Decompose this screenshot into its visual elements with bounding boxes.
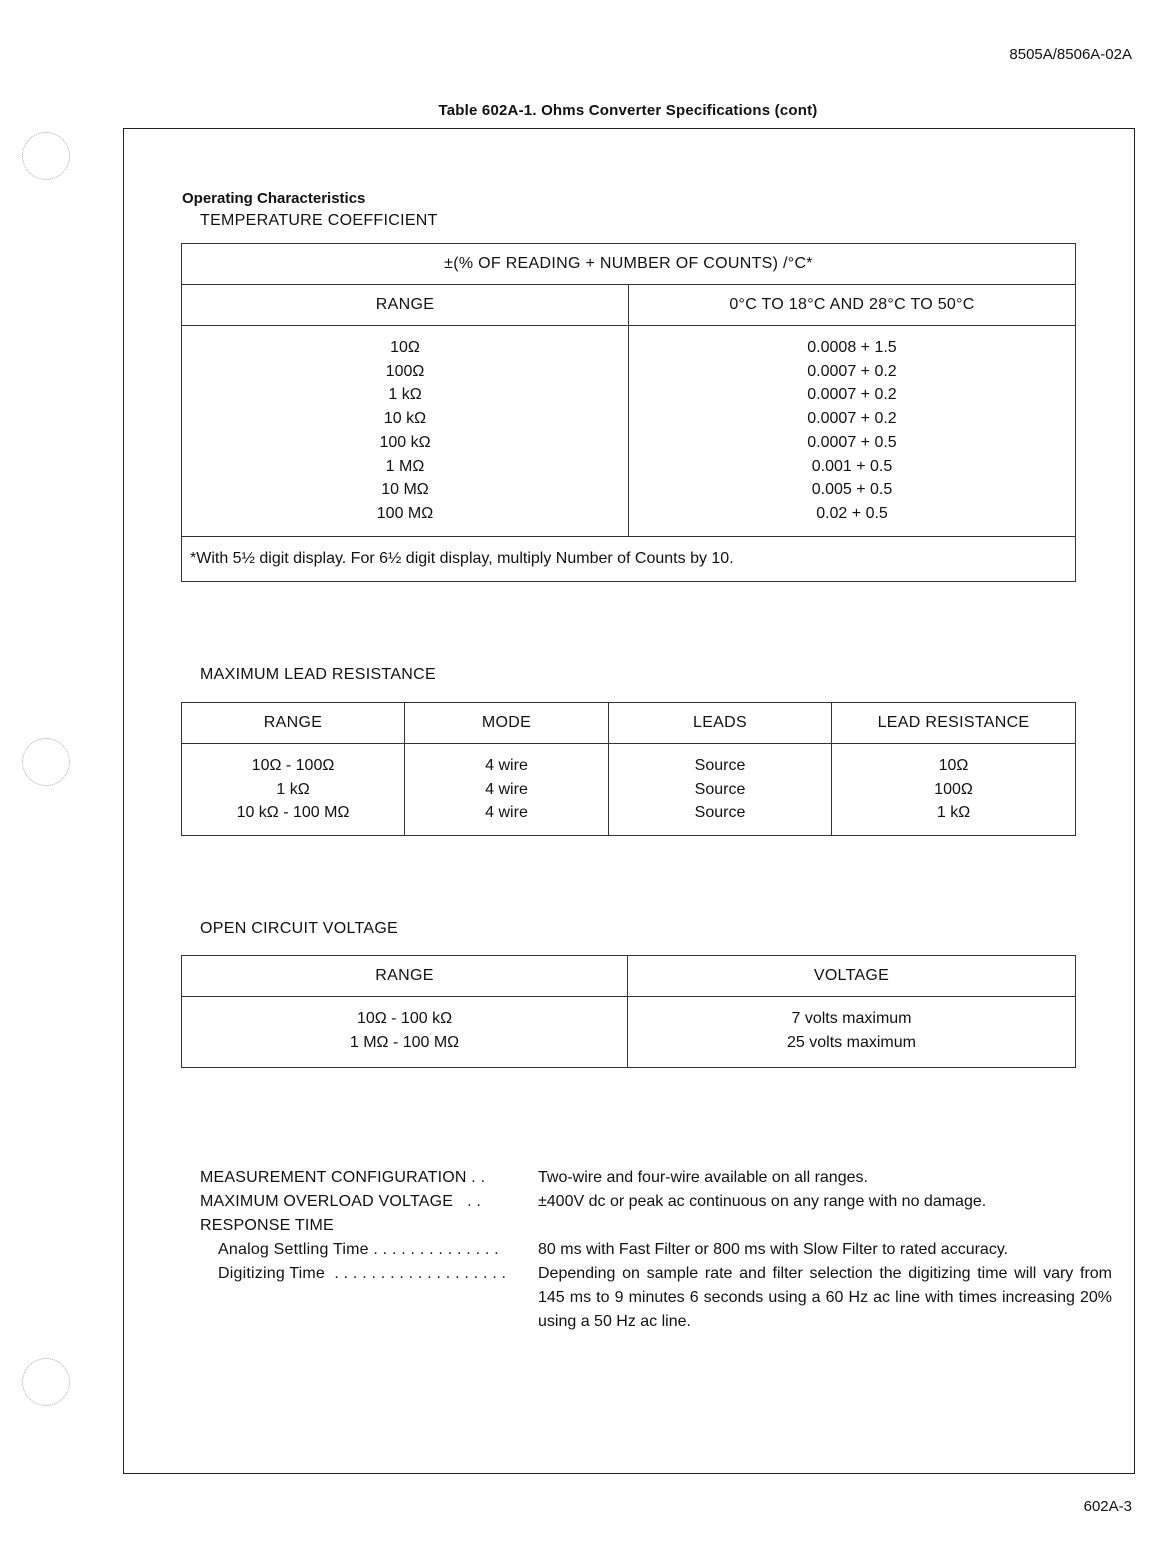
column-header-range: RANGE xyxy=(182,703,405,744)
range-cell: 10 MΩ xyxy=(381,481,429,499)
lead-resistance-column xyxy=(832,744,1076,836)
spec-value: 80 ms with Fast Filter or 800 ms with Slow Filter to rated accuracy. xyxy=(538,1241,1009,1258)
column-header-lead-resistance: LEAD RESISTANCE xyxy=(832,703,1076,744)
spec-label: Analog Settling Time . . . . . . . . . . . . . . xyxy=(218,1241,499,1258)
range-cell: 1 MΩ xyxy=(385,457,425,475)
open-circuit-voltage-table xyxy=(181,955,1076,1068)
voltage-column xyxy=(628,997,1076,1068)
coefficient-cell: 0.02 + 0.5 xyxy=(816,504,888,522)
column-header-mode: MODE xyxy=(405,703,609,744)
voltage-cell: 25 volts maximum xyxy=(787,1033,916,1051)
lead-resistance-cell: 10Ω xyxy=(938,757,969,774)
range-cell: 10 kΩ - 100 MΩ xyxy=(236,804,350,822)
max-lead-resistance-table xyxy=(181,702,1076,836)
spec-label: MEASUREMENT CONFIGURATION . . xyxy=(200,1169,486,1186)
spec-value: Depending on sample rate and filter selection the digitizing time will vary from 145 ms to 9 minutes 6 seconds using a 60 Hz ac line with times increasing 20% using a 50 Hz ac line. xyxy=(538,1265,1112,1330)
range-cell: 100Ω xyxy=(385,362,425,380)
leads-cell: Source xyxy=(694,757,746,774)
leads-cell: Source xyxy=(694,804,746,822)
spec-value: ±400V dc or peak ac continuous on any range with no damage. xyxy=(538,1193,987,1210)
page-number: 602A-3 xyxy=(1083,1498,1132,1515)
range-cell: 10Ω - 100 kΩ xyxy=(356,1010,453,1027)
punch-hole-top xyxy=(22,132,70,180)
punch-hole-middle xyxy=(22,738,70,786)
open-circuit-voltage-label: OPEN CIRCUIT VOLTAGE xyxy=(200,920,399,937)
coefficient-cell: 0.0008 + 1.5 xyxy=(807,339,897,356)
lead-resistance-cell: 100Ω xyxy=(934,780,973,798)
mode-cell: 4 wire xyxy=(485,804,528,822)
coefficient-cell: 0.0007 + 0.5 xyxy=(807,433,897,451)
column-header-range: RANGE xyxy=(182,285,629,326)
document-id: 8505A/8506A-02A xyxy=(1009,46,1132,63)
range-cell: 1 kΩ xyxy=(276,780,310,798)
coefficient-cell: 0.0007 + 0.2 xyxy=(807,362,897,380)
table-body-row xyxy=(182,744,1076,836)
spec-label: RESPONSE TIME xyxy=(200,1217,334,1234)
spec-row-response-time xyxy=(200,1214,1112,1238)
column-header-leads: LEADS xyxy=(609,703,832,744)
temperature-coefficient-banner: ±(% OF READING + NUMBER OF COUNTS) /°C* xyxy=(182,244,1076,285)
voltage-cell: 7 volts maximum xyxy=(791,1010,912,1027)
column-header-temperature-range: 0°C TO 18°C AND 28°C TO 50°C xyxy=(629,285,1076,326)
operating-characteristics-heading: Operating Characteristics xyxy=(182,190,366,207)
punch-hole-bottom xyxy=(22,1358,70,1406)
coefficient-cell: 0.005 + 0.5 xyxy=(811,481,893,499)
range-column xyxy=(182,744,405,836)
temperature-coefficient-label: TEMPERATURE COEFFICIENT xyxy=(200,212,438,229)
coefficient-cell: 0.0007 + 0.2 xyxy=(807,386,897,404)
range-cell: 10 kΩ xyxy=(383,410,427,428)
mode-cell: 4 wire xyxy=(485,757,528,774)
table-title: Table 602A-1. Ohms Converter Specifications (cont) xyxy=(438,102,818,119)
range-cell: 1 MΩ - 100 MΩ xyxy=(349,1033,460,1051)
spec-label: MAXIMUM OVERLOAD VOLTAGE . . xyxy=(200,1193,482,1210)
spec-value: Two-wire and four-wire available on all ranges. xyxy=(538,1169,868,1186)
spec-label: Digitizing Time . . . . . . . . . . . . . . . . . . . xyxy=(218,1265,507,1282)
coefficient-column xyxy=(629,326,1076,537)
range-cell: 10Ω xyxy=(390,339,420,356)
misc-specifications xyxy=(200,1166,1112,1334)
coefficient-cell: 0.001 + 0.5 xyxy=(811,457,893,475)
spec-row-max-overload-voltage xyxy=(200,1190,1112,1214)
spec-row-digitizing-time xyxy=(200,1262,1112,1334)
lead-resistance-cell: 1 kΩ xyxy=(936,804,971,822)
range-column xyxy=(182,997,628,1068)
range-column xyxy=(182,326,629,537)
spec-row-analog-settling-time xyxy=(200,1238,1112,1262)
range-cell: 1 kΩ xyxy=(388,386,422,404)
table-body-row xyxy=(182,997,1076,1068)
range-cell: 10Ω - 100Ω xyxy=(251,757,335,774)
leads-cell: Source xyxy=(694,780,746,798)
column-header-range: RANGE xyxy=(182,956,628,997)
column-header-voltage: VOLTAGE xyxy=(628,956,1076,997)
range-cell: 100 kΩ xyxy=(379,433,431,451)
footnote: *With 5½ digit display. For 6½ digit display, multiply Number of Counts by 10. xyxy=(182,536,1076,581)
spec-row-measurement-configuration xyxy=(200,1166,1112,1190)
mode-column xyxy=(405,744,609,836)
temperature-coefficient-table xyxy=(181,243,1076,582)
table-body-row xyxy=(182,326,1076,537)
spec-value xyxy=(538,1214,1112,1238)
mode-cell: 4 wire xyxy=(485,780,528,798)
range-cell: 100 MΩ xyxy=(376,504,434,522)
coefficient-cell: 0.0007 + 0.2 xyxy=(807,410,897,428)
max-lead-resistance-label: MAXIMUM LEAD RESISTANCE xyxy=(200,666,436,683)
leads-column xyxy=(609,744,832,836)
